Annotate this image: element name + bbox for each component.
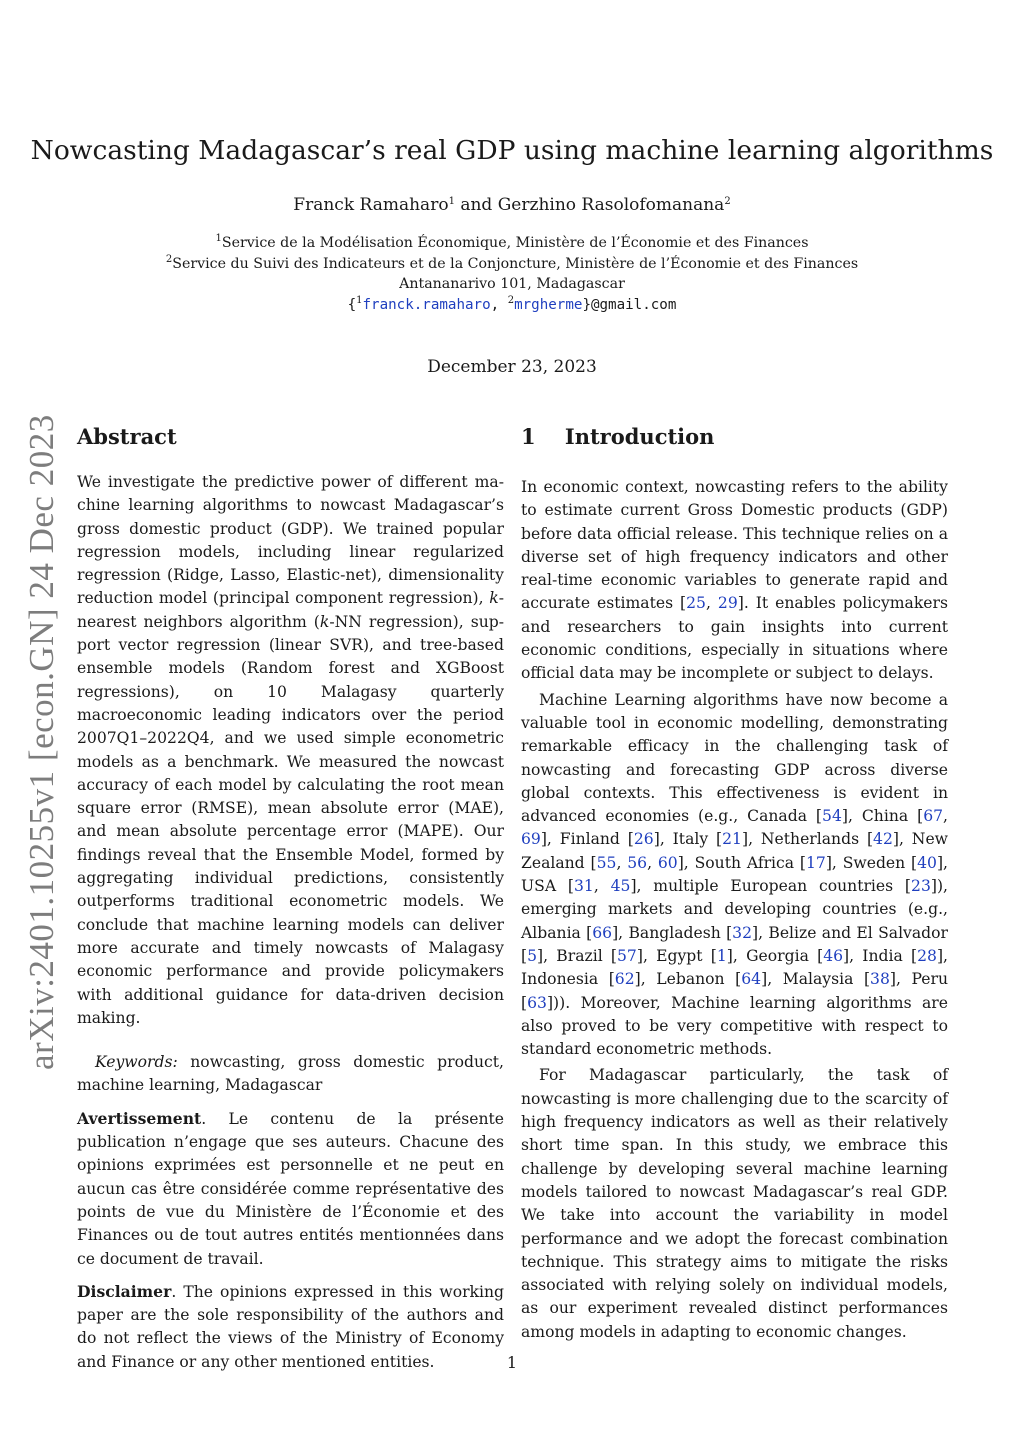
citation-link[interactable]: 69 xyxy=(521,830,541,849)
right-column xyxy=(521,418,948,1344)
paper-title: Nowcasting Madagascar’s real GDP using machine learning algorithms xyxy=(30,135,994,166)
avertissement: Avertissement. Le contenu de la présente publication n’engage que ses auteurs. Chacune des opinions exprimées est personnelle et ne peut en aucun cas être considérée comme représentative des points de vue du Ministère de l’Économie et des Finances ou de tout autres entités mentionnées dans ce document de travail. xyxy=(77,1108,504,1268)
citation-link[interactable]: 26 xyxy=(633,830,654,849)
citation-link[interactable]: 23 xyxy=(911,877,931,896)
citation-link[interactable]: 28 xyxy=(917,946,937,965)
citation-link[interactable]: 21 xyxy=(722,830,742,849)
author-line xyxy=(0,193,1024,217)
email-line: {$^1$franck.ramaharo, $^2$mrgherme}@gmail.com xyxy=(347,294,677,313)
keywords: Keywords: nowcasting, gross domestic product, machine learning, Madagascar xyxy=(77,1053,504,1095)
left-column xyxy=(77,418,504,1374)
citation-link[interactable]: 31 xyxy=(573,877,594,896)
citation-link[interactable]: 63 xyxy=(527,993,547,1012)
address-line: Antananarivo 101, Madagascar xyxy=(399,276,625,292)
citation-link[interactable]: 66 xyxy=(592,923,613,942)
disclaimer: Disclaimer. The opinions expressed in this working paper are the sole responsibility of the authors and do not reflect the views of the Ministry of Economy and Finance or any other mentioned entities. xyxy=(77,1281,504,1371)
citation-link[interactable]: 1 xyxy=(716,946,727,965)
author-conjunction: and xyxy=(460,195,493,215)
citation-link[interactable]: 67 xyxy=(923,807,944,826)
intro-paragraph-3: For Madagascar particularly, the task of nowcasting is more challenging due to the scarcity of high frequency indicators as well as their relatively short time span. In this study, we embrace this challenge by developing several machine learning models tailored to nowcast Madagascar’s real GDP. We take into account the variability in model performance and we adopt the forecast combination technique. This strategy aims to mitigate the risks associated with relying solely on individual models, as our experiment revealed distinct performances among models in adapting to economic changes. xyxy=(521,1066,948,1341)
citation-link[interactable]: 46 xyxy=(823,946,844,965)
email-link[interactable]: mrgherme xyxy=(514,296,583,313)
citation-link[interactable]: 64 xyxy=(741,970,762,989)
citation-link[interactable]: 45 xyxy=(610,877,631,896)
abstract-heading: Abstract xyxy=(77,424,177,449)
author-affil-mark: 2 xyxy=(724,196,731,207)
citation-link[interactable]: 29 xyxy=(717,594,738,613)
citation-link[interactable]: 5 xyxy=(527,946,538,965)
citation-link[interactable]: 62 xyxy=(614,970,635,989)
citation-link[interactable]: 25 xyxy=(686,594,706,613)
email-link[interactable]: franck.ramaharo xyxy=(362,296,491,313)
citation-link[interactable]: 32 xyxy=(732,923,753,942)
affiliation-line: $^1$Service de la Modélisation Économique, Ministère de l’Économie et des Finances xyxy=(215,233,809,251)
affiliation-line: $^2$Service du Suivi des Indicateurs et de la Conjoncture, Ministère de l’Économie et des Finances xyxy=(165,253,859,272)
citation-link[interactable]: 60 xyxy=(657,853,678,872)
author-name: Franck Ramaharo xyxy=(293,195,449,215)
citation-link[interactable]: 56 xyxy=(627,853,648,872)
citation-link[interactable]: 57 xyxy=(617,946,637,965)
page-number: 1 xyxy=(506,1353,518,1372)
citation-link[interactable]: 42 xyxy=(873,830,893,849)
intro-paragraph-1: In economic context, nowcasting refers to the ability to estimate current Gross Domestic products (GDP) before data official release. This technique relies on a diverse set of high frequency indicators and other real-time economic variables to generate rapid and accurate estimates [25, 29]. It enables policymakers and researchers to gain insights into current economic conditions, especially in situations where official data may be incomplete or subject to delays. xyxy=(521,478,948,683)
author-name: Gerzhino Rasolofomanana xyxy=(497,195,725,215)
paper-date: December 23, 2023 xyxy=(427,357,597,377)
citation-link[interactable]: 17 xyxy=(805,853,826,872)
citation-link[interactable]: 54 xyxy=(822,807,842,826)
intro-paragraph-2: Machine Learning algorithms have now become a valuable tool in economic modelling, demonstrating remarkable efficacy in the challenging task of nowcasting and forecasting GDP across diverse global contexts. This effectiveness is evident in advanced economies (e.g., Canada [54], China [67, 69], Finland [26], Italy [21], Netherlands [42], New Zealand [55, 56, 60], South Africa [17], Sweden [40], USA [31, 45], multiple European countries [23]), emerging markets and developing countries (e.g., Albania [66], Bangladesh [32], Belize and El Salvador [5], Brazil [57], Egypt [1], Georgia [46], India [28], Indonesia [62], Lebanon [64], Malaysia [38], Peru [63])). Moreover, Machine learning algorithms are also proved to be very competitive with respect to standard econometric methods. xyxy=(521,690,949,1059)
citation-link[interactable]: 55 xyxy=(596,853,617,872)
citation-link[interactable]: 40 xyxy=(917,853,937,872)
abstract-text: We investigate the predictive power of different machine learning algorithms to nowcast Madagascar’s gross domestic product (GDP). We trained popular regression models, including linear regularized regression (Ridge, Lasso, Elastic-net), dimensionality reduction model (principal component regression), k-nearest neighbors algorithm (k-NN regression), support vector regression (linear SVR), and tree-based ensemble models (Random forest and XGBoost regressions), on 10 Malagasy quarterly macroeconomic leading indicators over the period 2007Q1–2022Q4, and we used simple econometric models as a benchmark. We measured the nowcast accuracy of each model by calculating the root mean square error (RMSE), mean absolute error (MAE), and mean absolute percentage error (MAPE). Our findings reveal that the Ensemble Model, formed by aggregating individual predictions, consistently outperforms traditional econometric models. We conclude that machine learning models can deliver more accurate and timely nowcasts of Malagasy economic performance and provide policymakers with additional guidance for data-driven decision making. xyxy=(77,473,505,1027)
author-affil-mark: 1 xyxy=(448,196,455,207)
citation-link[interactable]: 38 xyxy=(870,970,890,989)
intro-heading: 1 Introduction xyxy=(521,424,715,449)
affiliations xyxy=(0,233,1024,315)
arxiv-sidebar-stamp: arXiv:2401.10255v1 [econ.GN] 24 Dec 2023 xyxy=(22,414,61,1070)
